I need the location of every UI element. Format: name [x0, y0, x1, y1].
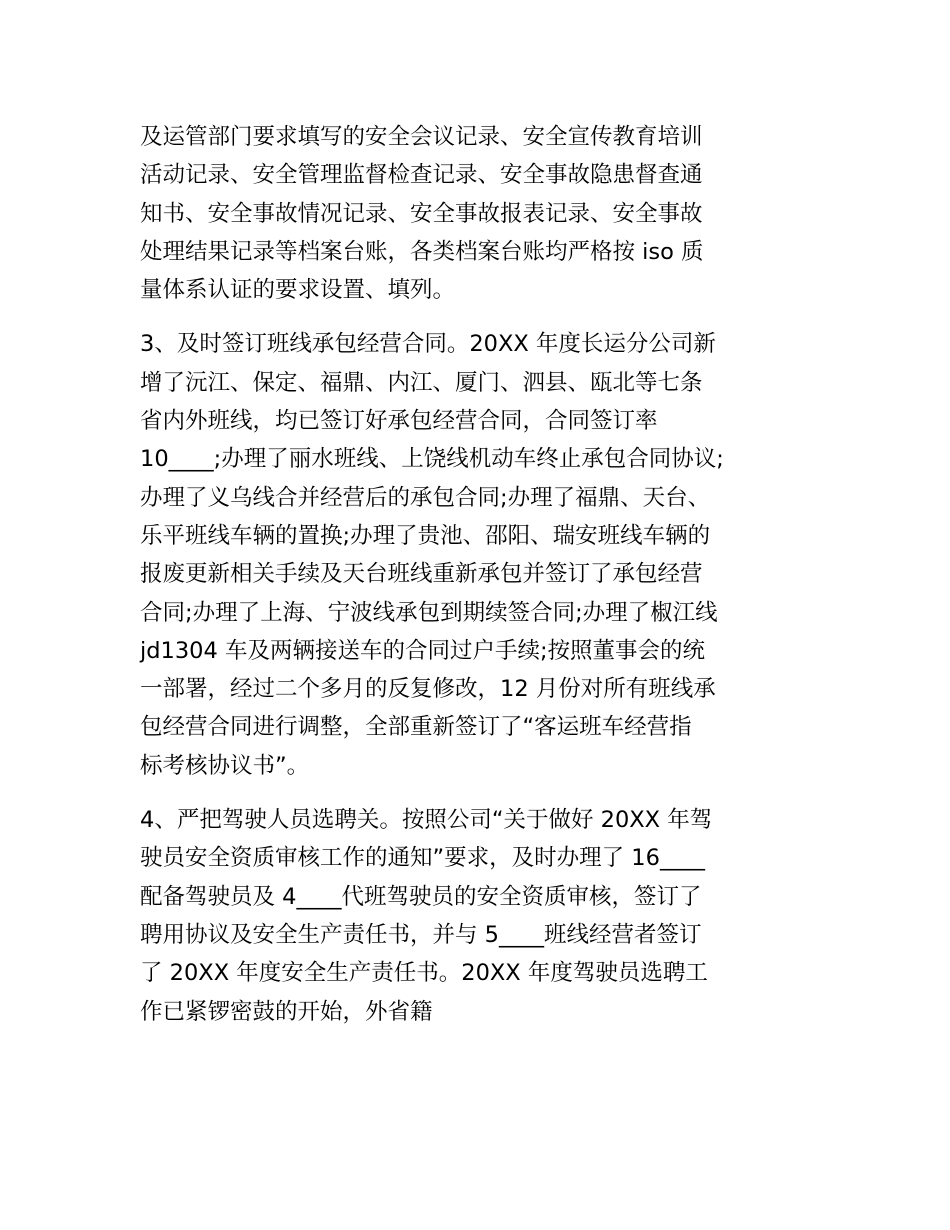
text-line: jd1304 车及两辆接送车的合同过户手续;按照董事会的统 [140, 637, 706, 664]
text-line: 10____;办理了丽水班线、上饶线机动车终止承包合同协议; [140, 446, 724, 473]
paragraph-driver-selection [140, 801, 830, 1031]
text-line: 增了沅江、保定、福鼎、内江、厦门、泗县、瓯北等七条 [140, 369, 703, 396]
text-line: 标考核协议书”。 [140, 752, 310, 779]
text-line: 包经营合同进行调整，全部重新签订了“客运班车经营指 [140, 714, 692, 741]
text-line: 驶员安全资质审核工作的通知”要求，及时办理了 16____ [140, 845, 705, 872]
text-line: 3、及时签订班线承包经营合同。20XX 年度长运分公司新 [140, 331, 716, 358]
paragraph-contract-signing [140, 325, 830, 785]
text-line: 省内外班线，均已签订好承包经营合同，合同签订率 [140, 408, 658, 435]
text-line: 报废更新相关手续及天台班线重新承包并签订了承包经营 [140, 561, 703, 588]
text-line: 活动记录、安全管理监督检查记录、安全事故隐患督查通 [140, 162, 703, 189]
paragraph-archive-records [140, 118, 830, 309]
text-line: 知书、安全事故情况记录、安全事故报表记录、安全事故 [140, 200, 703, 227]
text-line: 了 20XX 年度安全生产责任书。20XX 年度驾驶员选聘工 [140, 960, 708, 987]
text-line: 一部署，经过二个多月的反复修改，12 月份对所有班线承 [140, 676, 716, 703]
text-line: 作已紧锣密鼓的开始，外省籍 [140, 998, 433, 1025]
text-line: 合同;办理了上海、宁波线承包到期续签合同;办理了椒江线 [140, 599, 718, 626]
document-body [140, 118, 830, 1031]
text-line: 4、严把驾驶人员选聘关。按照公司“关于做好 20XX 年驾 [140, 807, 713, 834]
text-line: 配备驾驶员及 4____代班驾驶员的安全资质审核，签订了 [140, 883, 702, 910]
text-line: 聘用协议及安全生产责任书，并与 5____班线经营者签订 [140, 921, 702, 948]
text-line: 办理了义乌线合并经营后的承包合同;办理了福鼎、天台、 [140, 484, 711, 511]
text-line: 及运管部门要求填写的安全会议记录、安全宣传教育培训 [140, 124, 703, 150]
text-line: 乐平班线车辆的置换;办理了贵池、邵阳、瑞安班线车辆的 [140, 522, 711, 549]
text-line: 量体系认证的要求设置、填列。 [140, 277, 456, 304]
text-line: 处理结果记录等档案台账，各类档案台账均严格按 iso 质 [140, 238, 704, 265]
